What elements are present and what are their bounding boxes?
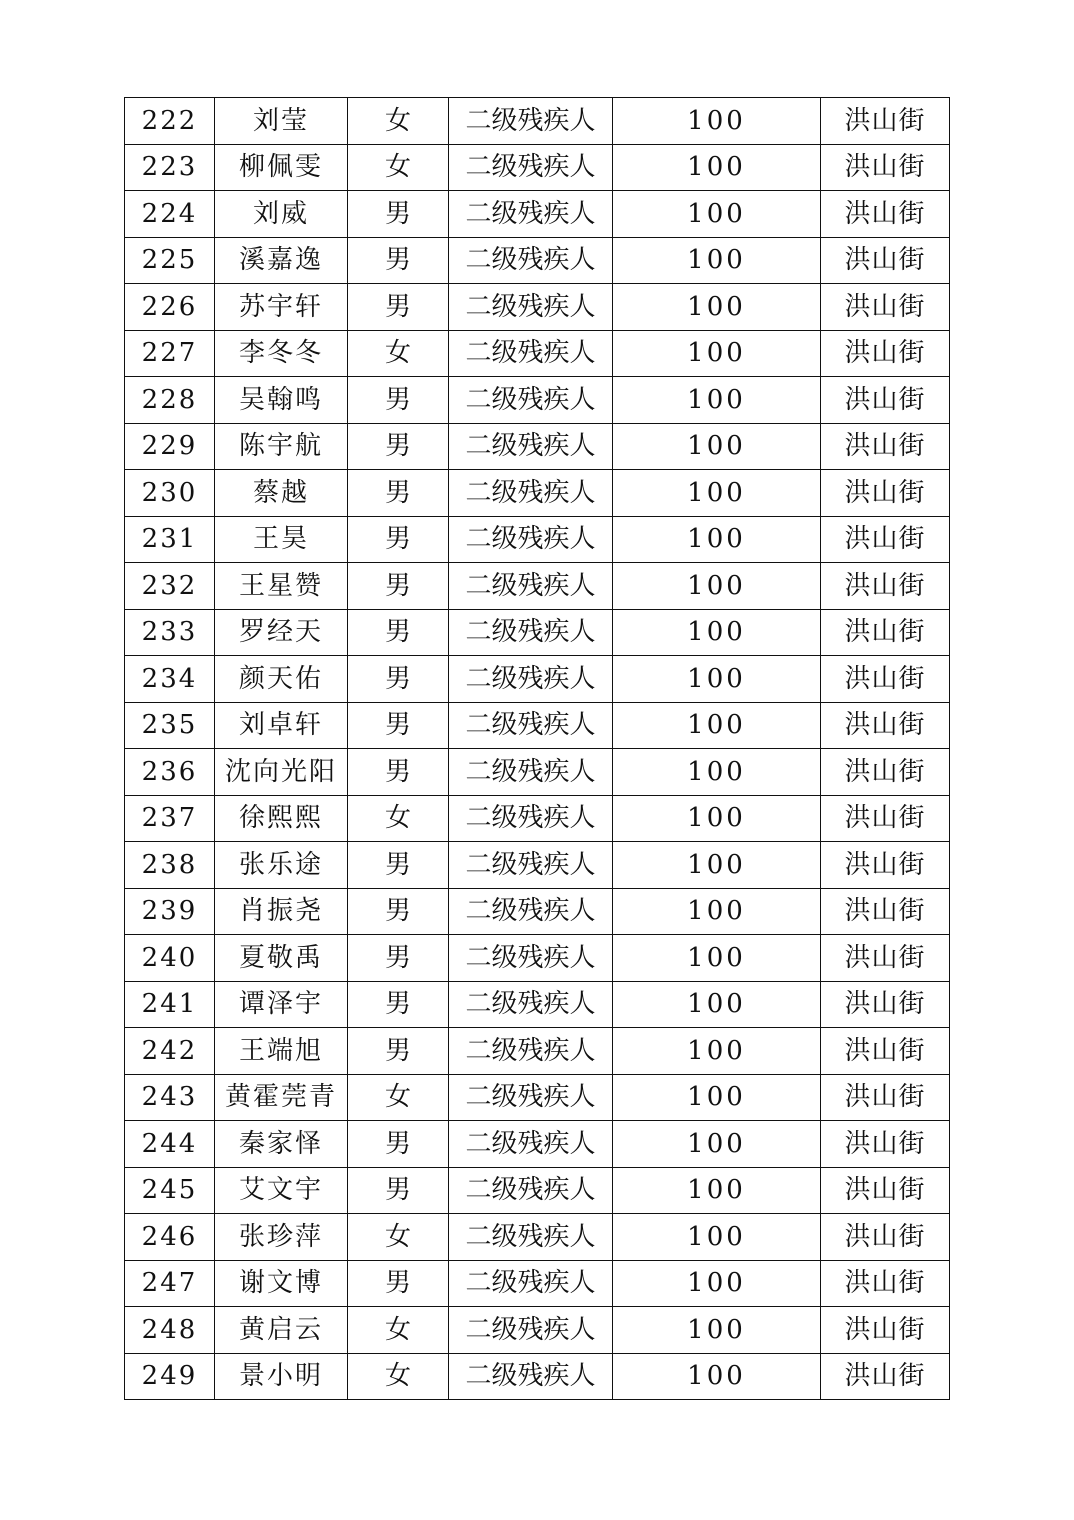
table-row	[125, 1167, 950, 1214]
table-row	[125, 423, 950, 470]
gender-cell: 男	[348, 842, 449, 889]
name-cell: 谢文博	[215, 1260, 348, 1307]
amount-cell: 100	[613, 888, 821, 935]
table-row	[125, 330, 950, 377]
table-row	[125, 702, 950, 749]
street-cell: 洪山街	[821, 935, 950, 982]
amount-cell: 100	[613, 470, 821, 517]
street-cell: 洪山街	[821, 749, 950, 796]
table-row	[125, 842, 950, 889]
disability-level-cell: 二级残疾人	[449, 330, 613, 377]
amount-cell: 100	[613, 98, 821, 145]
amount-cell: 100	[613, 981, 821, 1028]
street-cell: 洪山街	[821, 795, 950, 842]
disability-level-cell: 二级残疾人	[449, 563, 613, 610]
street-cell: 洪山街	[821, 1167, 950, 1214]
gender-cell: 男	[348, 749, 449, 796]
gender-cell: 男	[348, 563, 449, 610]
disability-level-cell: 二级残疾人	[449, 1307, 613, 1354]
row-number-cell: 239	[125, 888, 215, 935]
row-number-cell: 223	[125, 144, 215, 191]
disability-level-cell: 二级残疾人	[449, 470, 613, 517]
disability-level-cell: 二级残疾人	[449, 1028, 613, 1075]
disability-level-cell: 二级残疾人	[449, 981, 613, 1028]
table-row	[125, 795, 950, 842]
name-cell: 黄启云	[215, 1307, 348, 1354]
gender-cell: 女	[348, 1353, 449, 1400]
street-cell: 洪山街	[821, 191, 950, 238]
disability-level-cell: 二级残疾人	[449, 749, 613, 796]
gender-cell: 男	[348, 1028, 449, 1075]
amount-cell: 100	[613, 144, 821, 191]
street-cell: 洪山街	[821, 888, 950, 935]
street-cell: 洪山街	[821, 981, 950, 1028]
table-row	[125, 935, 950, 982]
disability-level-cell: 二级残疾人	[449, 377, 613, 424]
table-row	[125, 1074, 950, 1121]
name-cell: 柳佩雯	[215, 144, 348, 191]
amount-cell: 100	[613, 377, 821, 424]
row-number-cell: 236	[125, 749, 215, 796]
street-cell: 洪山街	[821, 144, 950, 191]
disability-level-cell: 二级残疾人	[449, 1074, 613, 1121]
table-row	[125, 1307, 950, 1354]
table-row	[125, 237, 950, 284]
amount-cell: 100	[613, 563, 821, 610]
row-number-cell: 227	[125, 330, 215, 377]
disability-level-cell: 二级残疾人	[449, 1353, 613, 1400]
table-row	[125, 563, 950, 610]
disability-level-cell: 二级残疾人	[449, 888, 613, 935]
disability-level-cell: 二级残疾人	[449, 1260, 613, 1307]
amount-cell: 100	[613, 935, 821, 982]
row-number-cell: 238	[125, 842, 215, 889]
disability-level-cell: 二级残疾人	[449, 144, 613, 191]
row-number-cell: 245	[125, 1167, 215, 1214]
name-cell: 张乐途	[215, 842, 348, 889]
row-number-cell: 249	[125, 1353, 215, 1400]
row-number-cell: 229	[125, 423, 215, 470]
street-cell: 洪山街	[821, 98, 950, 145]
row-number-cell: 234	[125, 656, 215, 703]
amount-cell: 100	[613, 1214, 821, 1261]
amount-cell: 100	[613, 191, 821, 238]
street-cell: 洪山街	[821, 470, 950, 517]
table-row	[125, 98, 950, 145]
row-number-cell: 248	[125, 1307, 215, 1354]
gender-cell: 女	[348, 1214, 449, 1261]
row-number-cell: 228	[125, 377, 215, 424]
gender-cell: 男	[348, 888, 449, 935]
street-cell: 洪山街	[821, 702, 950, 749]
table-row	[125, 888, 950, 935]
row-number-cell: 247	[125, 1260, 215, 1307]
name-cell: 王星赞	[215, 563, 348, 610]
amount-cell: 100	[613, 1167, 821, 1214]
street-cell: 洪山街	[821, 423, 950, 470]
disability-level-cell: 二级残疾人	[449, 98, 613, 145]
row-number-cell: 240	[125, 935, 215, 982]
name-cell: 秦家怿	[215, 1121, 348, 1168]
disability-level-cell: 二级残疾人	[449, 795, 613, 842]
street-cell: 洪山街	[821, 377, 950, 424]
name-cell: 吴翰鸣	[215, 377, 348, 424]
name-cell: 王昊	[215, 516, 348, 563]
amount-cell: 100	[613, 1074, 821, 1121]
disability-level-cell: 二级残疾人	[449, 842, 613, 889]
street-cell: 洪山街	[821, 563, 950, 610]
disability-level-cell: 二级残疾人	[449, 284, 613, 331]
name-cell: 景小明	[215, 1353, 348, 1400]
table-row	[125, 377, 950, 424]
table-row	[125, 656, 950, 703]
disability-level-cell: 二级残疾人	[449, 656, 613, 703]
gender-cell: 男	[348, 516, 449, 563]
roster-table-body	[125, 98, 950, 1400]
row-number-cell: 241	[125, 981, 215, 1028]
name-cell: 王端旭	[215, 1028, 348, 1075]
name-cell: 徐熙熙	[215, 795, 348, 842]
amount-cell: 100	[613, 237, 821, 284]
street-cell: 洪山街	[821, 330, 950, 377]
gender-cell: 女	[348, 330, 449, 377]
gender-cell: 男	[348, 470, 449, 517]
street-cell: 洪山街	[821, 842, 950, 889]
disability-level-cell: 二级残疾人	[449, 1214, 613, 1261]
street-cell: 洪山街	[821, 516, 950, 563]
row-number-cell: 242	[125, 1028, 215, 1075]
street-cell: 洪山街	[821, 1260, 950, 1307]
gender-cell: 男	[348, 702, 449, 749]
name-cell: 刘莹	[215, 98, 348, 145]
row-number-cell: 233	[125, 609, 215, 656]
disability-level-cell: 二级残疾人	[449, 1167, 613, 1214]
gender-cell: 男	[348, 1167, 449, 1214]
gender-cell: 男	[348, 1121, 449, 1168]
gender-cell: 男	[348, 609, 449, 656]
table-row	[125, 1028, 950, 1075]
amount-cell: 100	[613, 749, 821, 796]
row-number-cell: 231	[125, 516, 215, 563]
disability-level-cell: 二级残疾人	[449, 609, 613, 656]
street-cell: 洪山街	[821, 1074, 950, 1121]
amount-cell: 100	[613, 656, 821, 703]
gender-cell: 男	[348, 284, 449, 331]
table-row	[125, 1214, 950, 1261]
gender-cell: 男	[348, 377, 449, 424]
gender-cell: 男	[348, 981, 449, 1028]
street-cell: 洪山街	[821, 1214, 950, 1261]
street-cell: 洪山街	[821, 609, 950, 656]
row-number-cell: 222	[125, 98, 215, 145]
gender-cell: 男	[348, 237, 449, 284]
row-number-cell: 230	[125, 470, 215, 517]
name-cell: 苏宇轩	[215, 284, 348, 331]
street-cell: 洪山街	[821, 1353, 950, 1400]
amount-cell: 100	[613, 1028, 821, 1075]
table-row	[125, 516, 950, 563]
disability-level-cell: 二级残疾人	[449, 516, 613, 563]
row-number-cell: 235	[125, 702, 215, 749]
name-cell: 肖振尧	[215, 888, 348, 935]
name-cell: 颜天佑	[215, 656, 348, 703]
disability-level-cell: 二级残疾人	[449, 423, 613, 470]
name-cell: 溪嘉逸	[215, 237, 348, 284]
street-cell: 洪山街	[821, 656, 950, 703]
table-row	[125, 1260, 950, 1307]
gender-cell: 女	[348, 1307, 449, 1354]
street-cell: 洪山街	[821, 1307, 950, 1354]
amount-cell: 100	[613, 609, 821, 656]
disability-level-cell: 二级残疾人	[449, 191, 613, 238]
row-number-cell: 237	[125, 795, 215, 842]
table-row	[125, 1353, 950, 1400]
name-cell: 张珍萍	[215, 1214, 348, 1261]
table-row	[125, 609, 950, 656]
gender-cell: 男	[348, 935, 449, 982]
gender-cell: 女	[348, 98, 449, 145]
name-cell: 蔡越	[215, 470, 348, 517]
name-cell: 罗经天	[215, 609, 348, 656]
gender-cell: 女	[348, 1074, 449, 1121]
name-cell: 刘威	[215, 191, 348, 238]
row-number-cell: 243	[125, 1074, 215, 1121]
table-row	[125, 981, 950, 1028]
amount-cell: 100	[613, 1260, 821, 1307]
gender-cell: 男	[348, 656, 449, 703]
name-cell: 陈宇航	[215, 423, 348, 470]
street-cell: 洪山街	[821, 1028, 950, 1075]
row-number-cell: 225	[125, 237, 215, 284]
street-cell: 洪山街	[821, 284, 950, 331]
amount-cell: 100	[613, 842, 821, 889]
table-row	[125, 1121, 950, 1168]
table-row	[125, 284, 950, 331]
amount-cell: 100	[613, 702, 821, 749]
row-number-cell: 244	[125, 1121, 215, 1168]
disability-level-cell: 二级残疾人	[449, 935, 613, 982]
table-row	[125, 749, 950, 796]
street-cell: 洪山街	[821, 1121, 950, 1168]
row-number-cell: 232	[125, 563, 215, 610]
street-cell: 洪山街	[821, 237, 950, 284]
gender-cell: 男	[348, 423, 449, 470]
row-number-cell: 224	[125, 191, 215, 238]
name-cell: 夏敬禹	[215, 935, 348, 982]
disability-level-cell: 二级残疾人	[449, 702, 613, 749]
amount-cell: 100	[613, 795, 821, 842]
row-number-cell: 246	[125, 1214, 215, 1261]
name-cell: 艾文宇	[215, 1167, 348, 1214]
name-cell: 谭泽宇	[215, 981, 348, 1028]
name-cell: 沈向光阳	[215, 749, 348, 796]
amount-cell: 100	[613, 1307, 821, 1354]
name-cell: 刘卓轩	[215, 702, 348, 749]
gender-cell: 男	[348, 1260, 449, 1307]
table-row	[125, 470, 950, 517]
row-number-cell: 226	[125, 284, 215, 331]
amount-cell: 100	[613, 284, 821, 331]
name-cell: 黄霍莞青	[215, 1074, 348, 1121]
table-row	[125, 191, 950, 238]
amount-cell: 100	[613, 1353, 821, 1400]
roster-table	[124, 97, 950, 1400]
amount-cell: 100	[613, 423, 821, 470]
disability-level-cell: 二级残疾人	[449, 1121, 613, 1168]
amount-cell: 100	[613, 330, 821, 377]
disability-level-cell: 二级残疾人	[449, 237, 613, 284]
gender-cell: 女	[348, 144, 449, 191]
gender-cell: 男	[348, 191, 449, 238]
table-row	[125, 144, 950, 191]
name-cell: 李冬冬	[215, 330, 348, 377]
gender-cell: 女	[348, 795, 449, 842]
amount-cell: 100	[613, 1121, 821, 1168]
amount-cell: 100	[613, 516, 821, 563]
